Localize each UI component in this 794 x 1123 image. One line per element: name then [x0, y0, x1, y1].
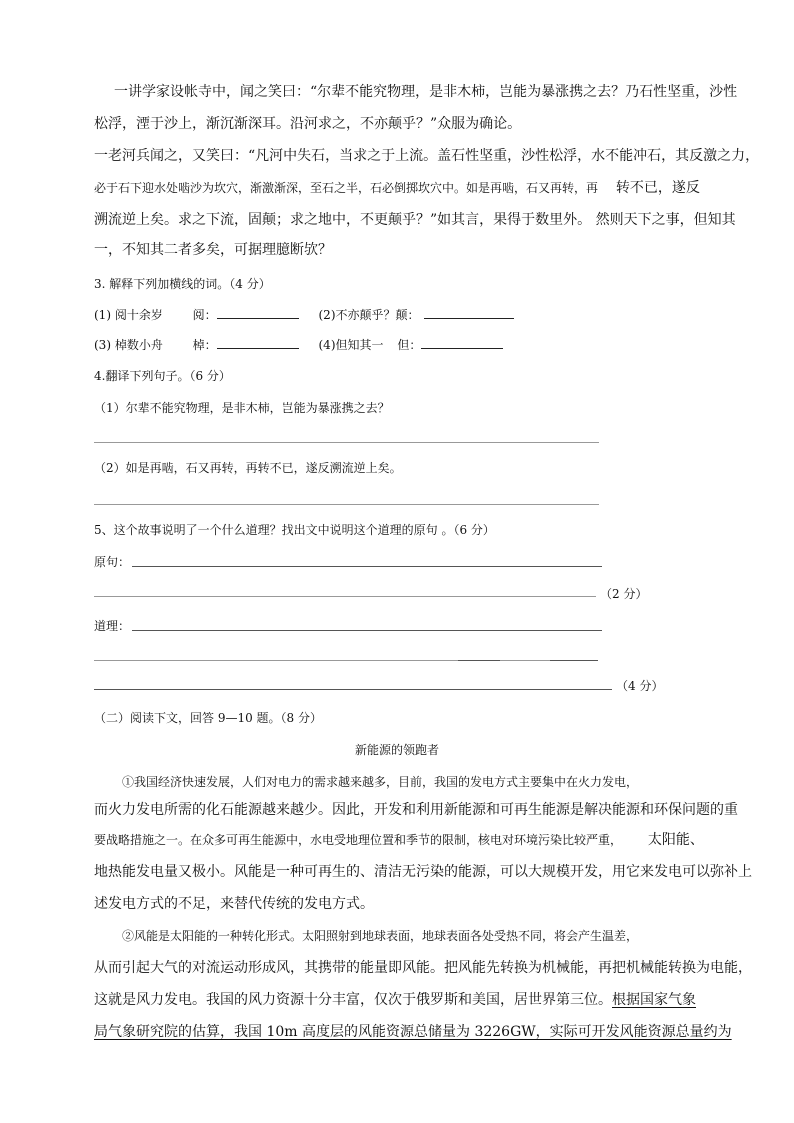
passage-line-2: 松浮，湮于沙上，渐沉渐深耳。沿河求之，不亦颠乎？”众服为确论。 — [94, 116, 522, 132]
q5-reason-line-3[interactable] — [94, 689, 612, 690]
q4-answer-line-1[interactable] — [94, 442, 599, 443]
q3-row-2 — [94, 334, 503, 355]
passage-line-1: 一讲学家设帐寺中，闻之笑曰：“尔辈不能究物理，是非木柿，岂能为暴涨携之去？乃石性坚重，沙性 — [114, 84, 738, 100]
q5-reason-points: （4 分） — [616, 679, 664, 693]
q4-answer-line-2[interactable] — [94, 504, 599, 505]
q3-title: 3. 解释下列加横线的词。（4 分） — [94, 277, 271, 291]
q3-answer-1[interactable] — [217, 304, 299, 319]
q3-answer-3[interactable] — [217, 334, 299, 349]
q5-reason-line-2b[interactable] — [458, 660, 500, 661]
article-p2-line-3-underlined: 根据国家气象 — [612, 992, 696, 1008]
q3-item-4-word: 但： — [397, 338, 422, 352]
q5-reason-line-2d[interactable] — [550, 660, 598, 661]
passage-line-4-end: 转不已，遂反 — [615, 180, 700, 196]
article-p1-line-3-text: 要战略措施之一。在众多可再生能源中，水电受地理位置和季节的限制，核电对环境污染比较严重， — [94, 833, 623, 847]
q4-title: 4.翻译下列句子。（6 分） — [94, 369, 231, 383]
q3-answer-4[interactable] — [421, 334, 503, 349]
q3-item-2: (2)不亦颠乎？颠： — [318, 308, 420, 322]
passage-line-3: 一老河兵闻之，又笑曰：“凡河中失石，当求之于上流。盖石性坚重，沙性松浮，水不能冲石，其反激之力， — [94, 148, 760, 164]
q3-row-1 — [94, 304, 514, 325]
q5-reason-line-2a[interactable] — [94, 660, 458, 661]
article-p1-line-2: 而火力发电所需的化石能源越来越少。因此，开发和利用新能源和可再生能源是解决能源和环保问题的重 — [94, 802, 738, 818]
q5-title: 5、这个故事说明了一个什么道理？找出文中说明这个道理的原句 。（6 分） — [94, 523, 495, 537]
q3-item-3-word: 棹： — [192, 338, 217, 352]
q3-answer-2[interactable] — [424, 304, 514, 319]
q4-sentence-1: （1）尔辈不能究物理，是非木柿，岂能为暴涨携之去？ — [94, 401, 390, 415]
q5-source-line-1[interactable] — [132, 566, 602, 567]
section2-heading: （二）阅读下文，回答 9—10 题。（8 分） — [94, 711, 322, 725]
article-p1-line-4: 地热能发电量又极小。风能是一种可再生的、清洁无污染的能源，可以大规模开发，用它来发电可以弥补上 — [94, 864, 752, 880]
article-p2-line-4: 局气象研究院的估算，我国 10m 高度层的风能资源总储量为 3226GW，实际可开发风能资源总量约为 — [94, 1024, 732, 1040]
q3-item-1: (1) 阅十余岁 — [94, 308, 163, 322]
q3-item-3: (3) 棹数小舟 — [94, 338, 163, 352]
article-p2-line-3 — [94, 990, 696, 1010]
q5-source-line-2[interactable] — [94, 596, 596, 597]
article-p2-line-2: 从而引起大气的对流运动形成风，其携带的能量即风能。把风能先转换为机械能，再把机械能转换为电能， — [94, 960, 752, 976]
article-p2-line-1: ②风能是太阳能的一种转化形式。太阳照射到地球表面，地球表面各处受热不同，将会产生温差， — [122, 929, 639, 943]
q4-sentence-2: （2）如是再啮，石又再转，再转不已，遂反溯流逆上矣。 — [94, 461, 402, 475]
q3-item-4: (4)但知其一 — [318, 338, 384, 352]
passage-line-4-text: 必于石下迎水处啮沙为坎穴，渐激渐深，至石之半，石必倒掷坎穴中。如是再啮，石又再转，再 — [94, 181, 599, 195]
q5-reason-line-2c[interactable] — [500, 660, 550, 661]
passage-line-4 — [94, 178, 700, 198]
article-title: 新能源的领跑者 — [354, 743, 439, 757]
q5-source-points: （2 分） — [600, 587, 648, 601]
passage-line-6: 一，不知其二者多矣，可据理臆断欤？ — [94, 242, 332, 258]
q5-reason-line-1[interactable] — [132, 630, 602, 631]
passage-line-5: 溯流逆上矣。求之下流，固颠；求之地中，不更颠乎？”如其言，果得于数里外。 然则天下之事，但知其 — [94, 212, 736, 228]
article-p2-line-3-text: 这就是风力发电。我国的风力资源十分丰富，仅次于俄罗斯和美国，居世界第三位。 — [94, 992, 612, 1008]
q5-reason-label: 道理： — [94, 619, 131, 633]
article-p1-line-3-end: 太阳能、 — [647, 832, 704, 848]
article-p1-line-3 — [94, 830, 704, 850]
q3-item-1-word: 阅： — [192, 308, 217, 322]
q5-source-label: 原句： — [94, 555, 131, 569]
article-p1-line-5: 述发电方式的不足，来替代传统的发电方式。 — [94, 896, 374, 912]
article-p1-line-1: ①我国经济快速发展，人们对电力的需求越来越多，目前，我国的发电方式主要集中在火力发电， — [122, 775, 639, 789]
